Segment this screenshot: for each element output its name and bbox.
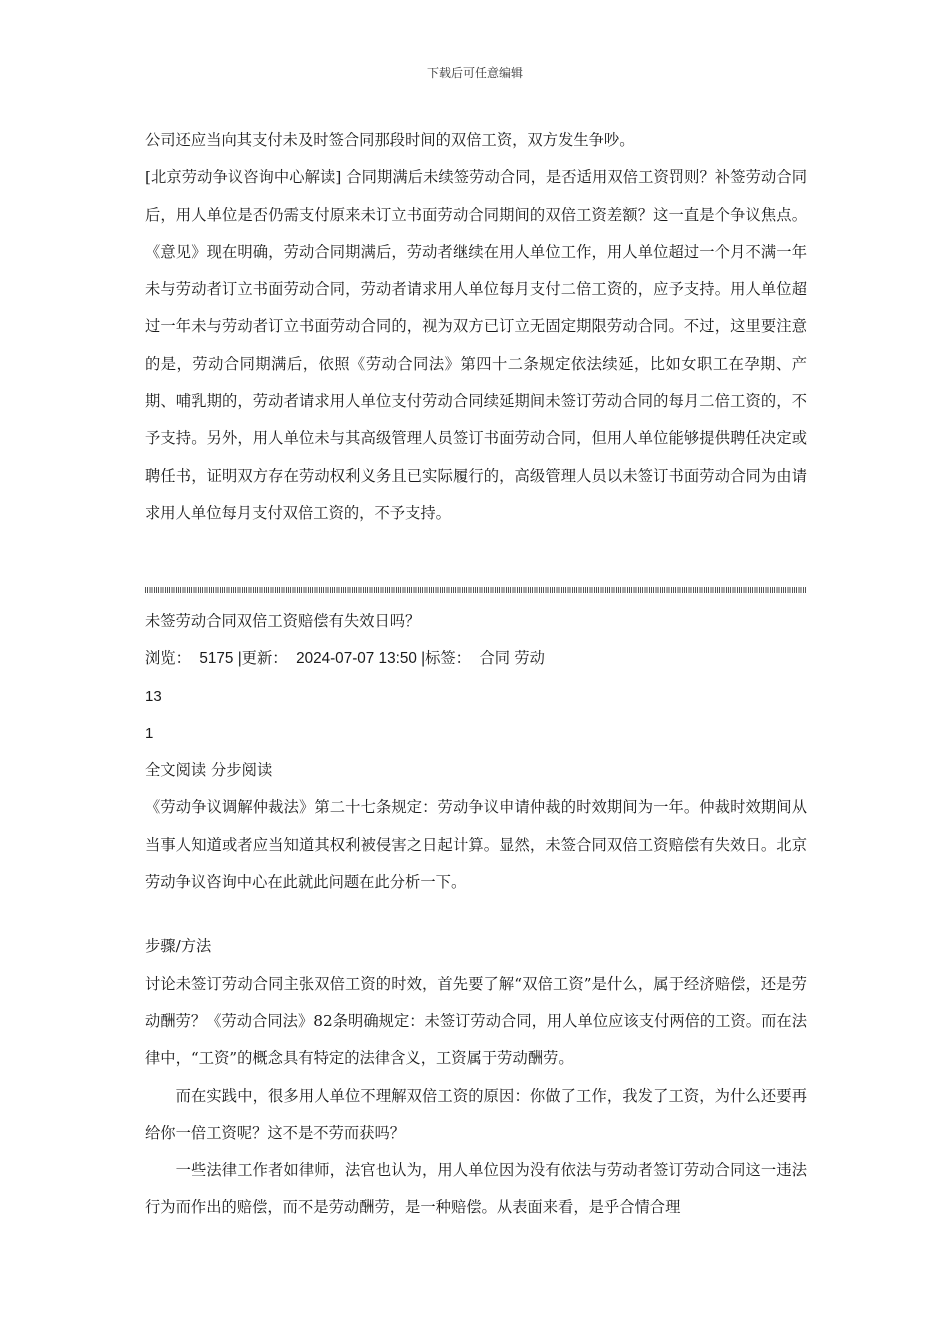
article-intro: 《劳动争议调解仲裁法》第二十七条规定：劳动争议申请仲裁的时效期间为一年。仲裁时效期间从当事人知道或者应当知道其权利被侵害之日起计算。显然，未签合同双倍工资赔偿有失效日。北京劳动争议咨询中心在此就此问题在此分析一下。 [145, 798, 807, 892]
steps-heading: 步骤/方法 [145, 937, 212, 956]
step-paragraph-1: 讨论未签订劳动合同主张双倍工资的时效，首先要了解“双倍工资”是什么，属于经济赔偿，还是劳动酬劳？《劳动合同法》82条明确规定：未签订劳动合同，用人单位应该支付两倍的工资。而在法律中，“工资”的概念具有特定的法律含义，工资属于劳动酬劳。 [145, 974, 807, 1068]
updated-time: 2024-07-07 13:50 [296, 650, 417, 668]
views-count: 5175 [199, 650, 234, 668]
blank-line [145, 901, 807, 928]
section-one [145, 122, 807, 532]
article-title: 未签劳动合同双倍工资赔偿有失效日吗？ [145, 612, 421, 630]
tags-label: |标签： [421, 650, 471, 668]
page-header-note: 下载后可任意编辑 [426, 66, 523, 80]
updated-label: |更新： [237, 650, 288, 668]
article-section [145, 603, 807, 1227]
article-meta [145, 640, 807, 677]
tags-list[interactable]: 合同 劳动 [479, 650, 545, 668]
paragraph-interpretation: [北京劳动争议咨询中心解读] 合同期满后未续签劳动合同，是否适用双倍工资罚则？补签劳动合同后，用人单位是否仍需支付原来未订立书面劳动合同期间的双倍工资差额？这一直是个争议焦点。《意见》现在明确，劳动合同期满后，劳动者继续在用人单位工作，用人单位超过一个月不满一年未与劳动者订立书面劳动合同，劳动者请求用人单位每月支付二倍工资的，应予支持。用人单位超过一年未与劳动者订立书面劳动合同的，视为双方已订立无固定期限劳动合同。不过，这里要注意的是，劳动合同期满后，依照《劳动合同法》第四十二条规定依法续延，比如女职工在孕期、产期、哺乳期的，劳动者请求用人单位支付劳动合同续延期间未签订劳动合同的每月二倍工资的，不予支持。另外，用人单位未与其高级管理人员签订书面劳动合同，但用人单位能够提供聘任决定或聘任书，证明双方存在劳动权利义务且已实际履行的，高级管理人员以未签订书面劳动合同为由请求用人单位每月支付双倍工资的，不予支持。 [145, 168, 807, 522]
section-divider [145, 587, 807, 593]
vote-count: 13 [145, 687, 162, 705]
step-paragraph-2: 而在实践中，很多用人单位不理解双倍工资的原因：你做了工作，我发了工资，为什么还要再给你一倍工资呢？这不是不劳而获吗？ [145, 1086, 807, 1142]
comment-count: 1 [145, 724, 154, 742]
step-paragraph-3: 一些法律工作者如律师，法官也认为，用人单位因为没有依法与劳动者签订劳动合同这一违法行为而作出的赔偿，而不是劳动酬劳，是一种赔偿。从表面来看，是乎合情合理 [145, 1161, 807, 1217]
views-label: 浏览： [145, 650, 191, 668]
read-mode-links[interactable]: 全文阅读 分步阅读 [145, 761, 273, 780]
paragraph-dispute: 公司还应当向其支付未及时签合同那段时间的双倍工资，双方发生争吵。 [145, 131, 635, 149]
